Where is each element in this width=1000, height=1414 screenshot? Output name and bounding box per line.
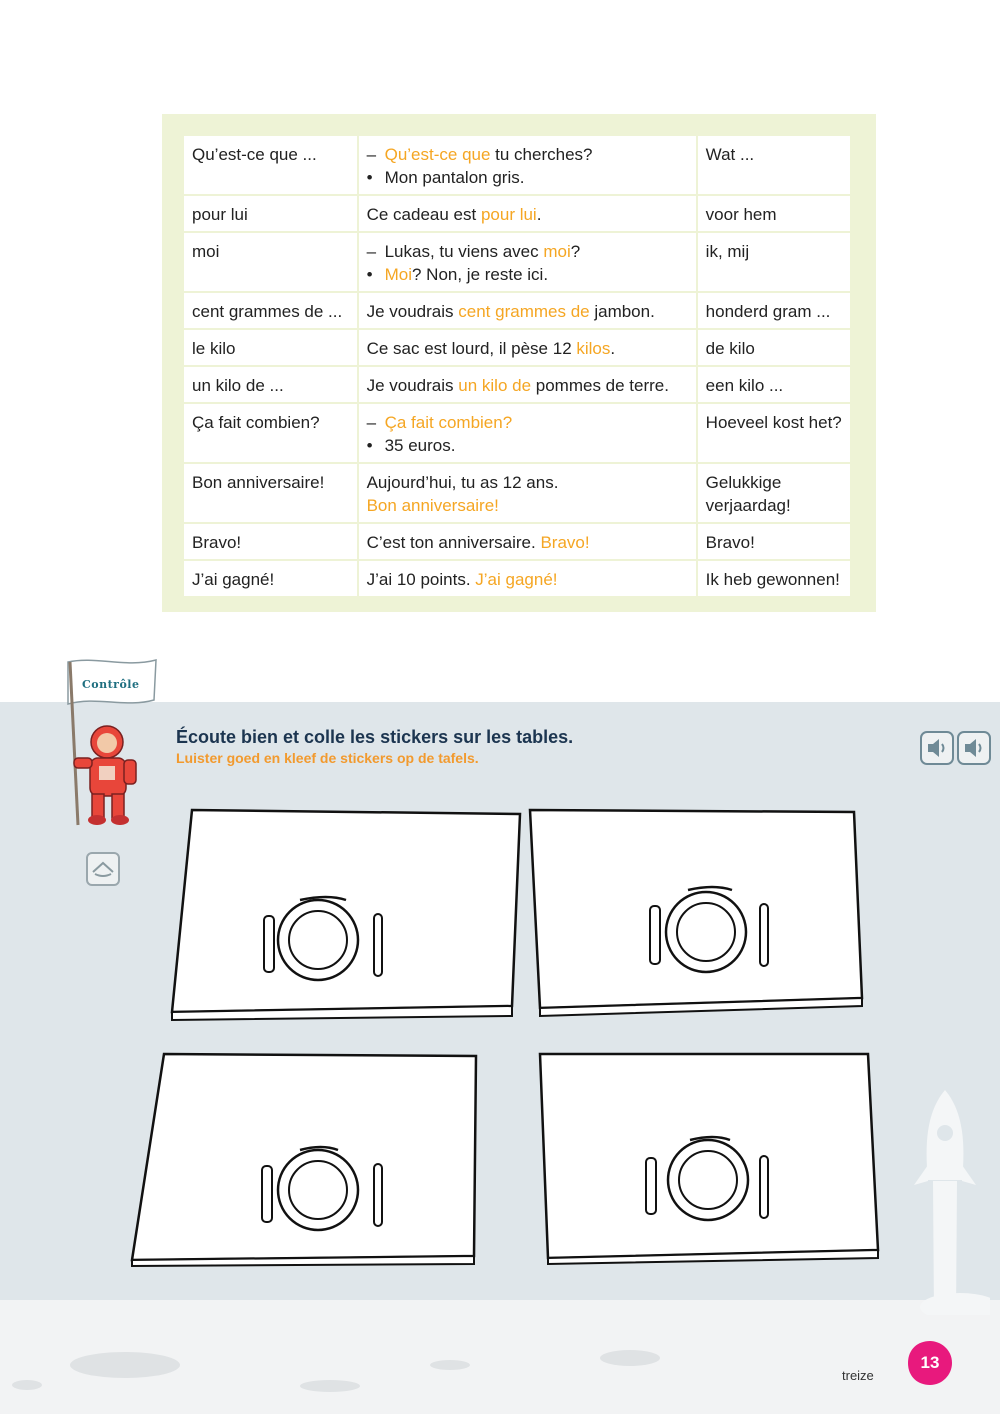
example-line (367, 374, 688, 397)
example-bullet: • (366, 436, 373, 455)
highlighted-phrase: Bon anniversaire! (366, 496, 499, 515)
example-phrase: . (536, 205, 542, 224)
example-line (367, 300, 688, 323)
vocab-row (184, 293, 850, 328)
highlighted-phrase: cent grammes de (458, 302, 590, 321)
vocab-row (184, 404, 850, 462)
example-text (367, 568, 558, 591)
vocab-dutch: Wat ... (698, 136, 850, 194)
vocab-dutch: een kilo ... (698, 367, 850, 402)
instruction-french: Écoute bien et colle les stickers sur les tables. (176, 727, 574, 747)
vocab-french: moi (184, 233, 357, 291)
vocab-dutch: voor hem (698, 196, 850, 231)
speaker-icon (959, 733, 989, 763)
vocab-example (359, 233, 696, 291)
example-phrase: ? (570, 242, 581, 261)
vocab-row (184, 524, 850, 559)
highlighted-phrase: pour lui (480, 205, 537, 224)
example-text (367, 300, 655, 323)
example-phrase: C’est ton anniversaire. (366, 533, 541, 552)
vocab-example (359, 330, 696, 365)
vocab-example (359, 367, 696, 402)
vocab-french: un kilo de ... (184, 367, 357, 402)
vocab-dutch: Ik heb gewonnen! (698, 561, 850, 596)
example-line (367, 434, 688, 457)
example-phrase: 35 euros. (384, 436, 456, 455)
vocab-example (359, 464, 696, 522)
example-line (367, 471, 688, 494)
vocab-french: Bon anniversaire! (184, 464, 357, 522)
highlighted-phrase: Bravo! (540, 533, 590, 552)
page-word: treize (842, 1368, 874, 1383)
vocab-dutch: honderd gram ... (698, 293, 850, 328)
vocab-french: Bravo! (184, 524, 357, 559)
example-bullet: • (366, 168, 373, 187)
vocab-french: J’ai gagné! (184, 561, 357, 596)
example-phrase: Lukas, tu viens avec (384, 242, 544, 261)
speaker-icon (922, 733, 952, 763)
example-line (367, 411, 688, 434)
example-bullet: – (366, 145, 377, 164)
example-phrase: Mon pantalon gris. (384, 168, 525, 187)
highlighted-phrase: Qu’est-ce que (384, 145, 491, 164)
table-drawing-2 (526, 806, 866, 1018)
example-text (367, 494, 499, 517)
vocab-row (184, 464, 850, 522)
table-drawing-4 (536, 1050, 882, 1266)
vocab-example (359, 136, 696, 194)
example-text (385, 143, 593, 166)
example-line (367, 240, 688, 263)
vocab-row (184, 196, 850, 231)
example-phrase: Je voudrais (366, 302, 459, 321)
example-line (367, 494, 688, 517)
example-bullet: • (366, 265, 373, 284)
example-line (367, 263, 688, 286)
vocab-french: Ça fait combien? (184, 404, 357, 462)
vocab-example (359, 561, 696, 596)
example-bullet: – (366, 413, 377, 432)
home-icon (88, 854, 118, 884)
home-button[interactable] (86, 852, 120, 886)
example-phrase: jambon. (589, 302, 655, 321)
audio-button-1[interactable] (920, 731, 954, 765)
table-drawing-1 (168, 806, 524, 1024)
example-text (367, 471, 559, 494)
vocab-example (359, 196, 696, 231)
rocket-icon (900, 1085, 990, 1315)
audio-button-2[interactable] (957, 731, 991, 765)
instruction-dutch: Luister goed en kleef de stickers op de tafels. (176, 750, 479, 766)
example-line (367, 203, 688, 226)
example-phrase: Ce cadeau est (366, 205, 481, 224)
example-text (385, 166, 525, 189)
example-phrase: Aujourd’hui, tu as 12 ans. (366, 473, 559, 492)
table-drawing-3 (128, 1050, 484, 1268)
vocab-panel (162, 114, 876, 612)
example-text (385, 411, 513, 434)
vocab-french: le kilo (184, 330, 357, 365)
highlighted-phrase: J’ai gagné! (475, 570, 558, 589)
example-line (367, 166, 688, 189)
example-line (367, 143, 688, 166)
vocab-french: cent grammes de ... (184, 293, 357, 328)
example-line (367, 337, 688, 360)
example-line (367, 531, 688, 554)
moon-surface (0, 1300, 1000, 1414)
example-text (385, 263, 548, 286)
vocab-row (184, 233, 850, 291)
example-phrase: Ce sac est lourd, il pèse 12 (366, 339, 577, 358)
vocab-french: Qu’est-ce que ... (184, 136, 357, 194)
vocab-dutch: de kilo (698, 330, 850, 365)
example-phrase: J’ai 10 points. (366, 570, 476, 589)
vocab-example (359, 404, 696, 462)
example-text (385, 434, 456, 457)
example-phrase: pommes de terre. (531, 376, 669, 395)
vocab-example (359, 524, 696, 559)
example-text (367, 374, 669, 397)
example-text (367, 337, 616, 360)
flag-label: Contrôle (82, 678, 140, 691)
vocab-example (359, 293, 696, 328)
example-bullet: – (366, 242, 377, 261)
example-line (367, 568, 688, 591)
highlighted-phrase: kilos (576, 339, 611, 358)
vocab-row (184, 561, 850, 596)
vocab-row (184, 330, 850, 365)
vocab-dutch: ik, mij (698, 233, 850, 291)
highlighted-phrase: moi (543, 242, 571, 261)
example-text (385, 240, 581, 263)
example-text (367, 531, 590, 554)
vocab-french: pour lui (184, 196, 357, 231)
example-text (367, 203, 542, 226)
highlighted-phrase: Ça fait combien? (384, 413, 513, 432)
example-phrase: ? Non, je reste ici. (412, 265, 549, 284)
highlighted-phrase: un kilo de (458, 376, 532, 395)
vocab-row (184, 367, 850, 402)
vocab-dutch: Hoeveel kost het? (698, 404, 850, 462)
vocab-dutch: Gelukkige verjaardag! (698, 464, 850, 522)
vocab-dutch: Bravo! (698, 524, 850, 559)
page-number: 13 (920, 1353, 940, 1372)
example-phrase: . (610, 339, 616, 358)
astronaut-icon (62, 660, 142, 830)
vocab-row (184, 136, 850, 194)
example-phrase: Je voudrais (366, 376, 459, 395)
example-phrase: tu cherches? (490, 145, 593, 164)
highlighted-phrase: Moi (384, 265, 412, 284)
vocab-table (182, 134, 852, 598)
